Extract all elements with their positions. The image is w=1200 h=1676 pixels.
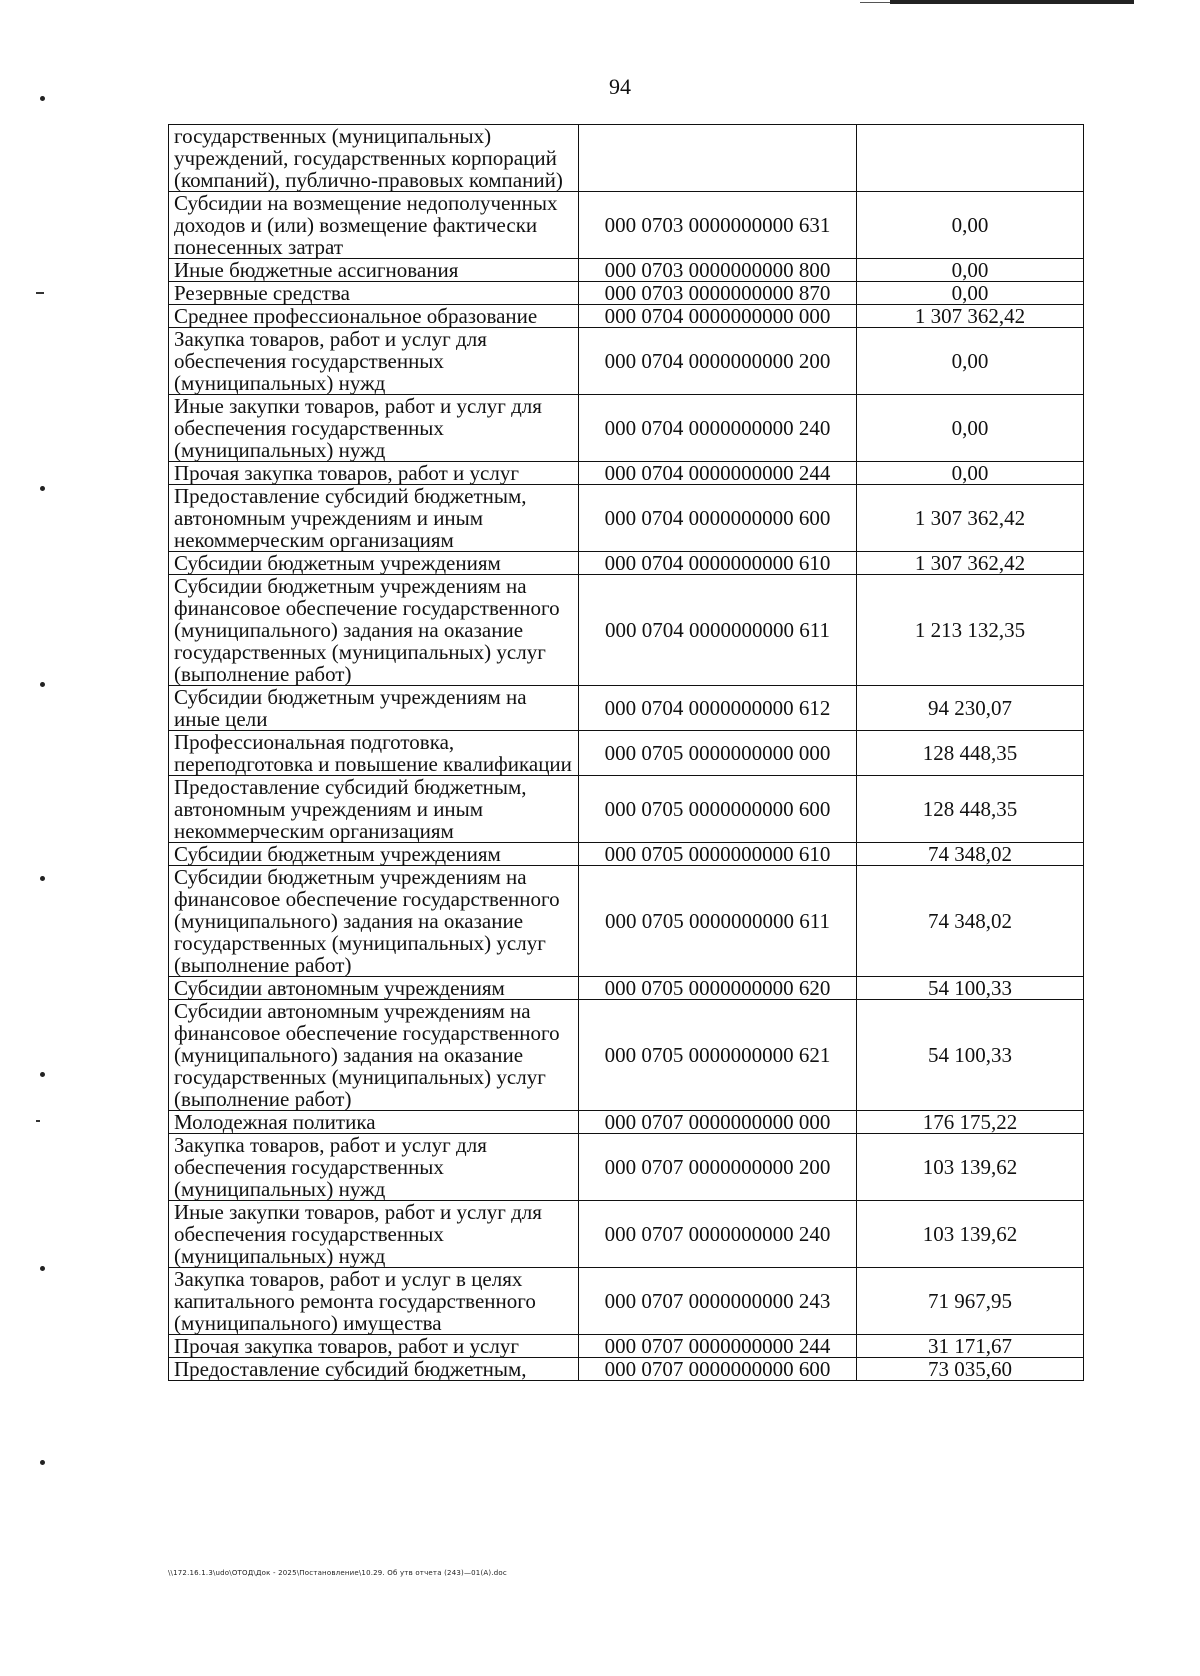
footer-file-path: \\172.16.1.3\udo\OTOД\Док - 2025\Постановление\10.29. Об утв отчета (243)—01(А).doc bbox=[168, 1569, 507, 1577]
margin-mark bbox=[40, 1072, 45, 1077]
row-amount-cell: 54 100,33 bbox=[857, 977, 1084, 1000]
row-name-cell: Субсидии бюджетным учреждениям на иные цели bbox=[169, 686, 579, 731]
row-code-cell: 000 0704 0000000000 000 bbox=[579, 305, 857, 328]
margin-mark bbox=[40, 1460, 45, 1465]
row-name-cell: Закупка товаров, работ и услуг для обеспечения государственных (муниципальных) нужд bbox=[169, 1134, 579, 1201]
row-code-cell: 000 0707 0000000000 244 bbox=[579, 1335, 857, 1358]
header-rule-thin bbox=[860, 2, 890, 3]
row-name-cell: Профессиональная подготовка, переподготовка и повышение квалификации bbox=[169, 731, 579, 776]
table-row bbox=[169, 305, 1084, 328]
row-name-cell: Резервные средства bbox=[169, 282, 579, 305]
table-row bbox=[169, 686, 1084, 731]
row-name-cell: Субсидии автономным учреждениям bbox=[169, 977, 579, 1000]
row-code-cell: 000 0704 0000000000 244 bbox=[579, 462, 857, 485]
table-row bbox=[169, 485, 1084, 552]
table-row bbox=[169, 731, 1084, 776]
row-name-cell: Иные бюджетные ассигнования bbox=[169, 259, 579, 282]
row-name-cell: Субсидии бюджетным учреждениям bbox=[169, 552, 579, 575]
row-amount-cell: 1 307 362,42 bbox=[857, 552, 1084, 575]
margin-mark bbox=[40, 96, 45, 101]
row-amount-cell: 0,00 bbox=[857, 282, 1084, 305]
table-row bbox=[169, 1358, 1084, 1381]
budget-table-body bbox=[169, 125, 1084, 1381]
row-code-cell: 000 0705 0000000000 621 bbox=[579, 1000, 857, 1111]
row-code-cell: 000 0705 0000000000 600 bbox=[579, 776, 857, 843]
table-row bbox=[169, 843, 1084, 866]
row-code-cell: 000 0707 0000000000 200 bbox=[579, 1134, 857, 1201]
row-amount-cell: 0,00 bbox=[857, 462, 1084, 485]
row-name-cell: Предоставление субсидий бюджетным, автономным учреждениям и иным некоммерческим организациям bbox=[169, 776, 579, 843]
row-amount-cell: 1 307 362,42 bbox=[857, 485, 1084, 552]
row-name-cell: государственных (муниципальных) учреждений, государственных корпораций (компаний), публично-правовых компаний) bbox=[169, 125, 579, 192]
table-row bbox=[169, 575, 1084, 686]
row-name-cell: Среднее профессиональное образование bbox=[169, 305, 579, 328]
row-name-cell: Иные закупки товаров, работ и услуг для обеспечения государственных (муниципальных) нужд bbox=[169, 1201, 579, 1268]
row-code-cell: 000 0704 0000000000 200 bbox=[579, 328, 857, 395]
row-name-cell: Иные закупки товаров, работ и услуг для обеспечения государственных (муниципальных) нужд bbox=[169, 395, 579, 462]
row-amount-cell: 176 175,22 bbox=[857, 1111, 1084, 1134]
margin-mark bbox=[36, 292, 44, 294]
row-code-cell: 000 0707 0000000000 243 bbox=[579, 1268, 857, 1335]
row-name-cell: Субсидии автономным учреждениям на финансовое обеспечение государственного (муниципального) задания на оказание государственных (муниципальных) услуг (выполнение работ) bbox=[169, 1000, 579, 1111]
row-code-cell: 000 0703 0000000000 631 bbox=[579, 192, 857, 259]
row-code-cell: 000 0707 0000000000 000 bbox=[579, 1111, 857, 1134]
row-code-cell: 000 0703 0000000000 870 bbox=[579, 282, 857, 305]
row-code-cell: 000 0704 0000000000 610 bbox=[579, 552, 857, 575]
row-code-cell: 000 0705 0000000000 620 bbox=[579, 977, 857, 1000]
row-amount-cell: 31 171,67 bbox=[857, 1335, 1084, 1358]
row-name-cell: Молодежная политика bbox=[169, 1111, 579, 1134]
row-code-cell bbox=[579, 125, 857, 192]
table-row bbox=[169, 1201, 1084, 1268]
table-row bbox=[169, 462, 1084, 485]
row-code-cell: 000 0705 0000000000 000 bbox=[579, 731, 857, 776]
row-code-cell: 000 0707 0000000000 600 bbox=[579, 1358, 857, 1381]
table-row bbox=[169, 395, 1084, 462]
row-amount-cell: 0,00 bbox=[857, 259, 1084, 282]
row-amount-cell: 103 139,62 bbox=[857, 1201, 1084, 1268]
row-amount-cell: 1 213 132,35 bbox=[857, 575, 1084, 686]
row-amount-cell: 74 348,02 bbox=[857, 843, 1084, 866]
row-amount-cell bbox=[857, 125, 1084, 192]
row-code-cell: 000 0704 0000000000 612 bbox=[579, 686, 857, 731]
table-row bbox=[169, 125, 1084, 192]
row-name-cell: Предоставление субсидий бюджетным, автономным учреждениям и иным некоммерческим организациям bbox=[169, 485, 579, 552]
row-name-cell: Закупка товаров, работ и услуг для обеспечения государственных (муниципальных) нужд bbox=[169, 328, 579, 395]
table-row bbox=[169, 1111, 1084, 1134]
row-name-cell: Закупка товаров, работ и услуг в целях капитального ремонта государственного (муниципального) имущества bbox=[169, 1268, 579, 1335]
row-name-cell: Субсидии бюджетным учреждениям bbox=[169, 843, 579, 866]
row-code-cell: 000 0704 0000000000 611 bbox=[579, 575, 857, 686]
table-row bbox=[169, 1335, 1084, 1358]
row-code-cell: 000 0703 0000000000 800 bbox=[579, 259, 857, 282]
budget-table bbox=[168, 124, 1084, 1381]
table-row bbox=[169, 1134, 1084, 1201]
row-amount-cell: 73 035,60 bbox=[857, 1358, 1084, 1381]
row-amount-cell: 74 348,02 bbox=[857, 866, 1084, 977]
row-code-cell: 000 0704 0000000000 600 bbox=[579, 485, 857, 552]
row-amount-cell: 1 307 362,42 bbox=[857, 305, 1084, 328]
table-row bbox=[169, 977, 1084, 1000]
margin-mark bbox=[40, 682, 45, 687]
row-code-cell: 000 0705 0000000000 610 bbox=[579, 843, 857, 866]
margin-mark bbox=[40, 486, 45, 491]
row-amount-cell: 0,00 bbox=[857, 192, 1084, 259]
margin-mark bbox=[40, 876, 45, 881]
table-row bbox=[169, 192, 1084, 259]
row-amount-cell: 103 139,62 bbox=[857, 1134, 1084, 1201]
row-amount-cell: 0,00 bbox=[857, 395, 1084, 462]
row-name-cell: Предоставление субсидий бюджетным, bbox=[169, 1358, 579, 1381]
row-amount-cell: 0,00 bbox=[857, 328, 1084, 395]
row-amount-cell: 128 448,35 bbox=[857, 776, 1084, 843]
table-row bbox=[169, 776, 1084, 843]
table-row bbox=[169, 259, 1084, 282]
row-amount-cell: 54 100,33 bbox=[857, 1000, 1084, 1111]
table-row bbox=[169, 866, 1084, 977]
page-number: 94 bbox=[609, 74, 631, 99]
table-row bbox=[169, 1000, 1084, 1111]
row-amount-cell: 128 448,35 bbox=[857, 731, 1084, 776]
table-row bbox=[169, 328, 1084, 395]
margin-mark bbox=[36, 1120, 40, 1122]
row-name-cell: Прочая закупка товаров, работ и услуг bbox=[169, 462, 579, 485]
row-amount-cell: 94 230,07 bbox=[857, 686, 1084, 731]
row-code-cell: 000 0704 0000000000 240 bbox=[579, 395, 857, 462]
row-name-cell: Субсидии на возмещение недополученных доходов и (или) возмещение фактически понесенных затрат bbox=[169, 192, 579, 259]
row-name-cell: Прочая закупка товаров, работ и услуг bbox=[169, 1335, 579, 1358]
header-rule bbox=[890, 0, 1134, 4]
table-row bbox=[169, 552, 1084, 575]
row-amount-cell: 71 967,95 bbox=[857, 1268, 1084, 1335]
row-name-cell: Субсидии бюджетным учреждениям на финансовое обеспечение государственного (муниципального) задания на оказание государственных (муниципальных) услуг (выполнение работ) bbox=[169, 866, 579, 977]
row-name-cell: Субсидии бюджетным учреждениям на финансовое обеспечение государственного (муниципального) задания на оказание государственных (муниципальных) услуг (выполнение работ) bbox=[169, 575, 579, 686]
row-code-cell: 000 0705 0000000000 611 bbox=[579, 866, 857, 977]
margin-mark bbox=[40, 1266, 45, 1271]
table-row bbox=[169, 282, 1084, 305]
row-code-cell: 000 0707 0000000000 240 bbox=[579, 1201, 857, 1268]
table-row bbox=[169, 1268, 1084, 1335]
